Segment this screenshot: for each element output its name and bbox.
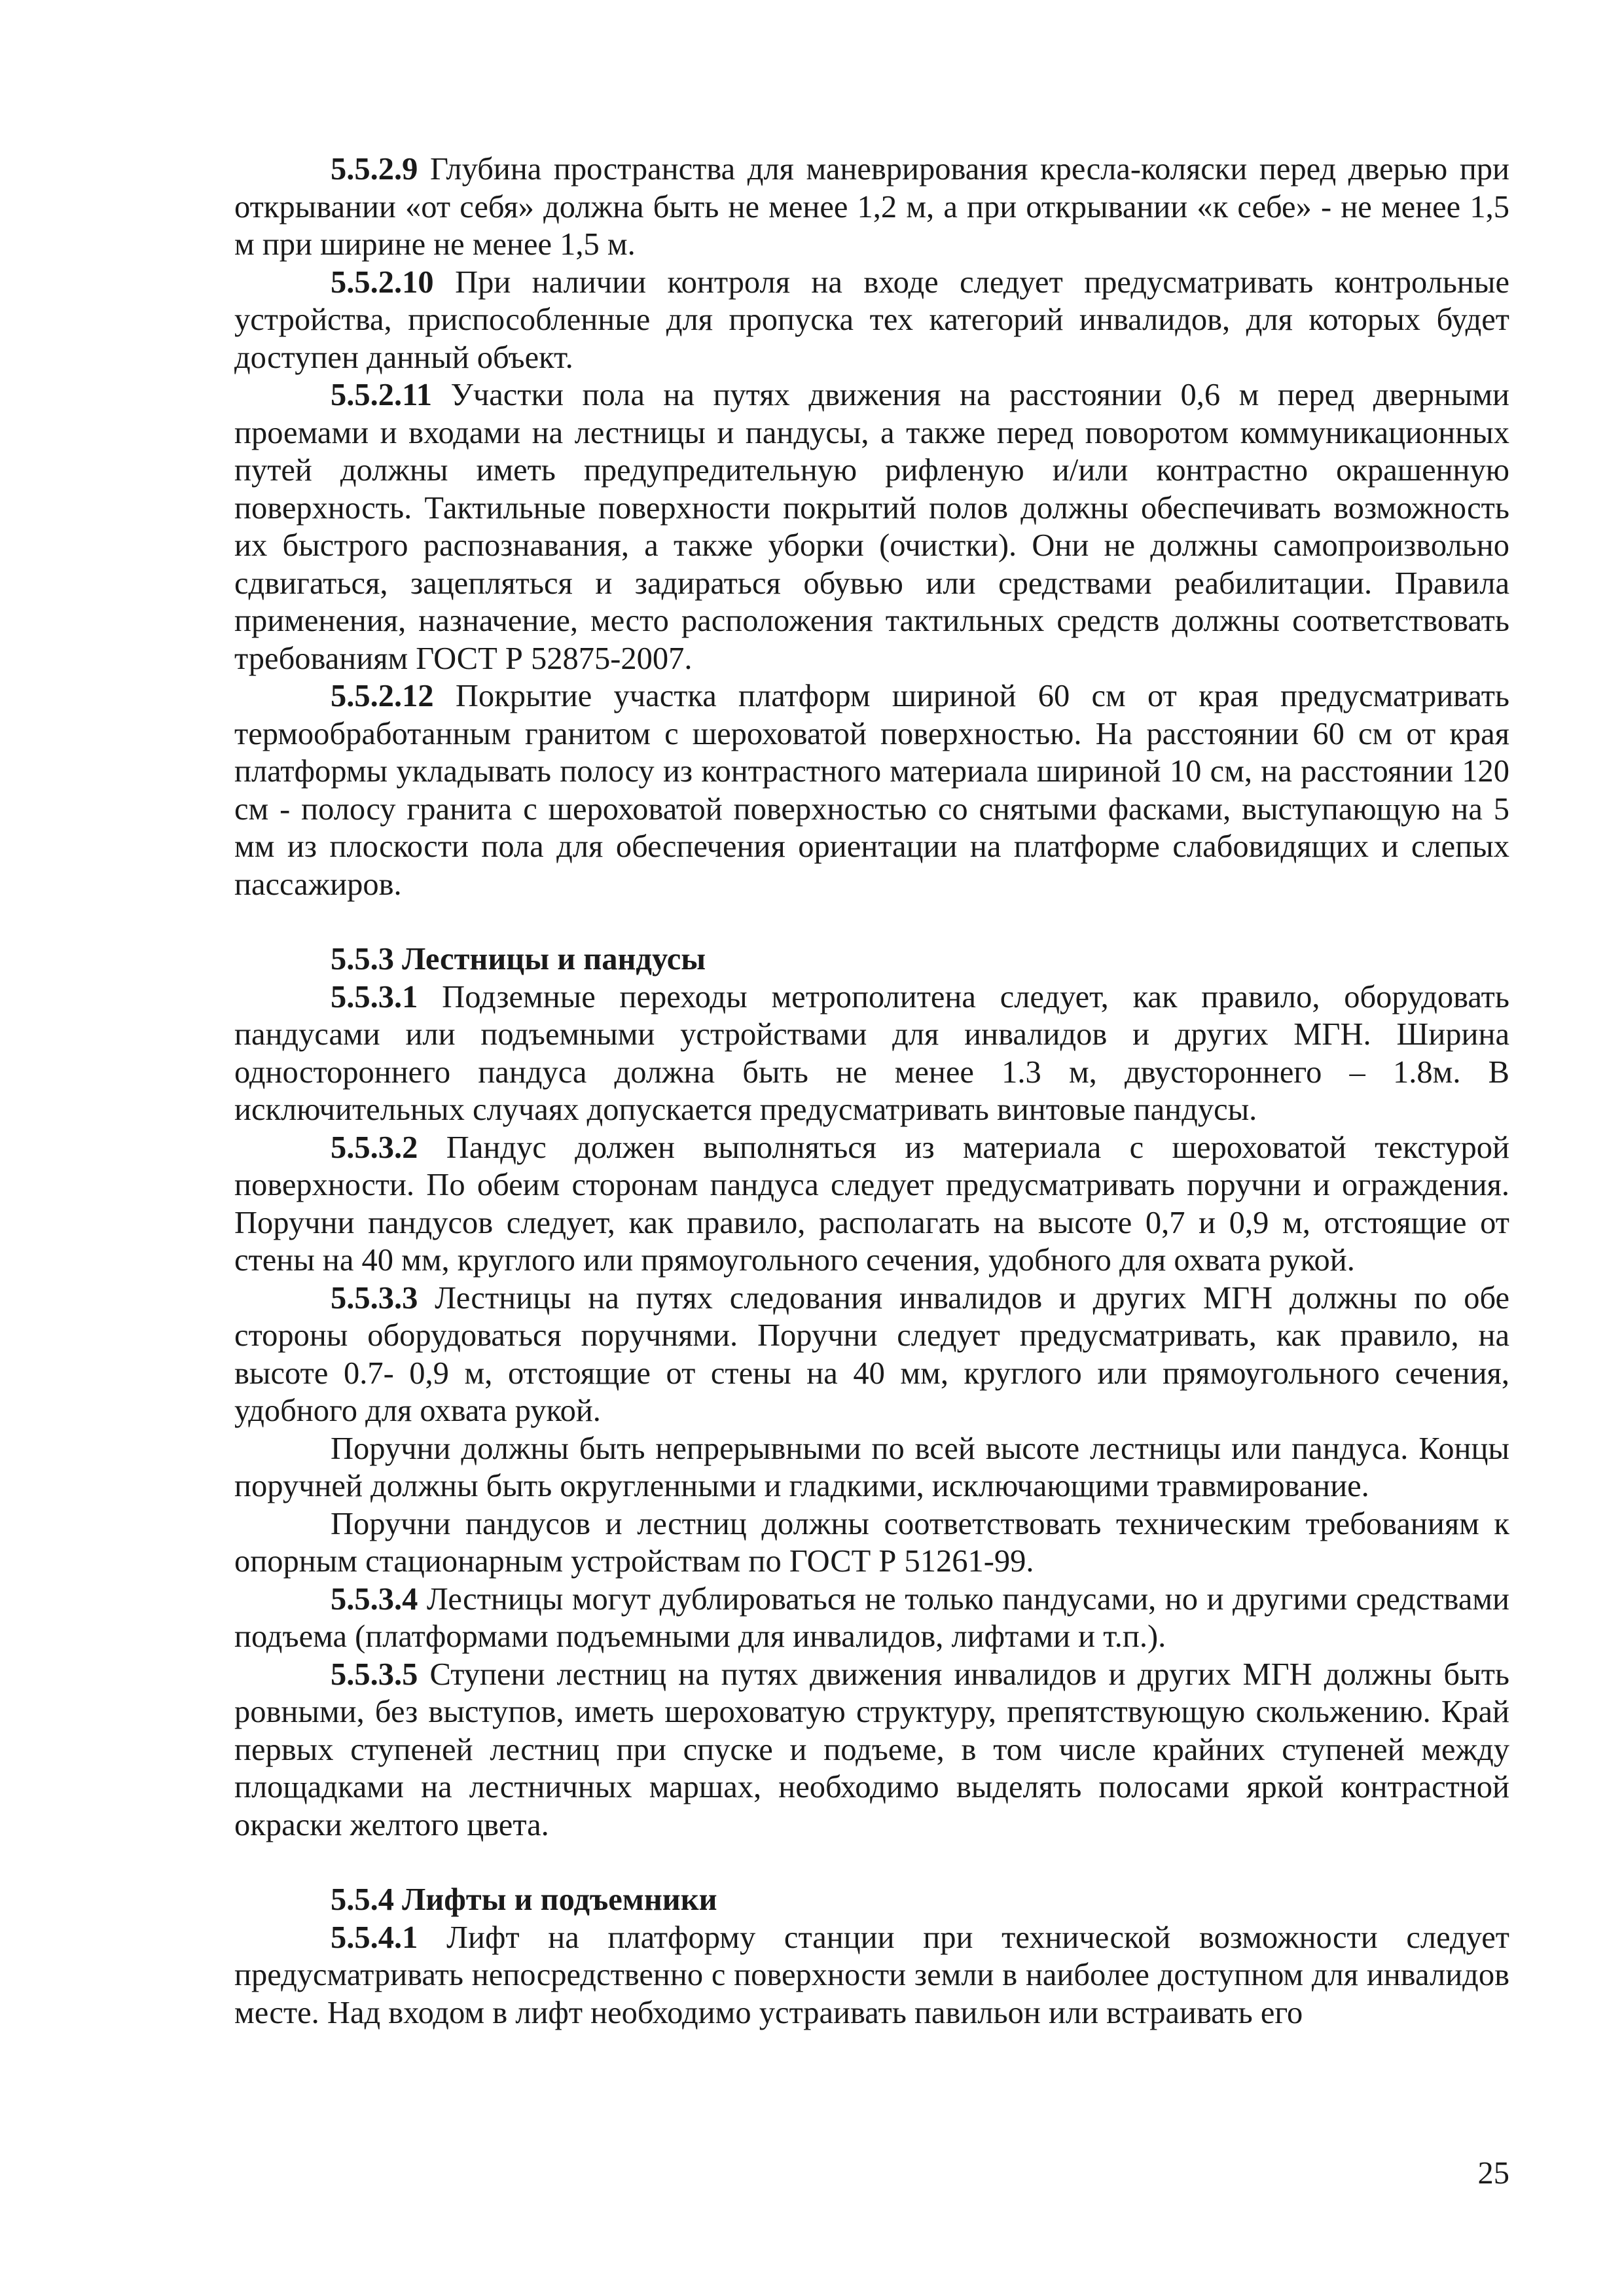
clause-number: 5.5.3.1 <box>331 979 418 1014</box>
paragraph <box>234 677 1509 903</box>
document-body <box>234 151 1509 2032</box>
paragraph <box>234 1430 1509 1505</box>
paragraph-text: Подземные переходы метрополитена следует, как правило, оборудовать пандусами или подъемными устройствами для инвалидов и других МГН. Ширина одностороннего пандуса должна быть не менее 1.3 м, двустороннего – 1.8м. В исключительных случаях допускается предусматривать винтовые пандусы. <box>234 979 1509 1127</box>
clause-number: 5.5.3.4 <box>331 1581 418 1617</box>
paragraph <box>234 1656 1509 1844</box>
paragraph <box>234 264 1509 377</box>
paragraph <box>234 1919 1509 2032</box>
paragraph-text: Лифт на платформу станции при технической возможности следует предусматривать непосредственно с поверхности земли в наиболее доступном для инвалидов месте. Над входом в лифт необходимо устраивать павильон или встраивать его <box>234 1920 1510 2030</box>
paragraph-text: При наличии контроля на входе следует предусматривать контрольные устройства, приспособленные для пропуска тех категорий инвалидов, для которых будет доступен данный объект. <box>234 264 1509 375</box>
clause-number: 5.5.2.12 <box>331 679 434 713</box>
paragraph-text: Пандус должен выполняться из материала с шероховатой текстурой поверхности. По обеим сторонам пандуса следует предусматривать поручни и ограждения. Поручни пандусов следует, как правило, располагать на высоте 0,7 и 0,9 м, отстоящие от стены на 40 мм, круглого или прямоугольного сечения, удобного для охвата рукой. <box>234 1130 1510 1278</box>
clause-number: 5.5.2.9 <box>331 152 418 187</box>
clause-number: 5.5.3.5 <box>331 1657 418 1692</box>
paragraph-text: Ступени лестниц на путях движения инвалидов и других МГН должны быть ровными, без выступов, иметь шероховатую структуру, препятствующую скольжению. Край первых ступеней лестниц при спуске и подъеме, в том числе крайних ступеней между площадками на лестничных маршах, необходимо выделять полосами яркой контрастной окраски желтого цвета. <box>234 1657 1510 1842</box>
page-number: 25 <box>1477 2156 1509 2191</box>
paragraph-text: Глубина пространства для маневрирования кресла-коляски перед дверью при открывании «от себя» должна быть не менее 1,2 м, а при открывании «к себе» - не менее 1,5 м при ширине не менее 1,5 м. <box>234 152 1509 262</box>
clause-number: 5.5.2.10 <box>331 264 434 300</box>
section-heading: 5.5.3 Лестницы и пандусы <box>331 942 706 977</box>
paragraph <box>234 376 1509 677</box>
paragraph <box>234 1505 1509 1581</box>
paragraph-text: Покрытие участка платформ шириной 60 см от края предусматривать термообработанным гранитом с шероховатой поверхностью. На расстоянии 60 см от края платформы укладывать полосу из контрастного материала шириной 10 см, на расстоянии 120 см - полосу гранита с шероховатой поверхностью со снятыми фасками, выступающую на 5 мм из плоскости пола для обеспечения ориентации на платформе слабовидящих и слепых пассажиров. <box>234 679 1510 902</box>
paragraph <box>234 151 1509 264</box>
paragraph <box>234 1129 1509 1280</box>
paragraph-text: Лестницы на путях следования инвалидов и других МГН должны по обе стороны оборудоваться поручнями. Поручни следует предусматривать, как правило, на высоте 0.7- 0,9 м, отстоящие от стены на 40 мм, круглого или прямоугольного сечения, удобного для охвата рукой. <box>234 1280 1510 1428</box>
section-heading: 5.5.4 Лифты и подъемники <box>331 1882 717 1917</box>
paragraph <box>234 1280 1509 1430</box>
paragraph <box>234 978 1509 1129</box>
clause-number: 5.5.3.2 <box>331 1130 418 1165</box>
clause-number: 5.5.4.1 <box>331 1920 418 1955</box>
clause-number: 5.5.3.3 <box>331 1280 418 1316</box>
paragraph <box>234 1581 1509 1656</box>
paragraph-text: Участки пола на путях движения на расстоянии 0,6 м перед дверными проемами и входами на лестницы и пандусы, а также перед поворотом коммуникационных путей должны иметь предупредительную рифленую и/или контрастно окрашенную поверхность. Тактильные поверхности покрытий полов должны обеспечивать возможность их быстрого распознавания, а также уборки (очистки). Они не должны самопроизвольно сдвигаться, зацепляться и задираться обувью или средствами реабилитации. Правила применения, назначение, место расположения тактильных средств должны соответствовать требованиям ГОСТ Р 52875-2007. <box>234 378 1510 676</box>
paragraph-text: Поручни должны быть непрерывными по всей высоте лестницы или пандуса. Концы поручней должны быть округленными и гладкими, исключающими травмирование. <box>234 1431 1509 1503</box>
paragraph-text: Лестницы могут дублироваться не только пандусами, но и другими средствами подъема (платформами подъемными для инвалидов, лифтами и т.п.). <box>234 1581 1509 1654</box>
clause-number: 5.5.2.11 <box>331 378 432 412</box>
paragraph-text: Поручни пандусов и лестниц должны соответствовать техническим требованиям к опорным стационарным устройствам по ГОСТ Р 51261-99. <box>234 1506 1509 1579</box>
